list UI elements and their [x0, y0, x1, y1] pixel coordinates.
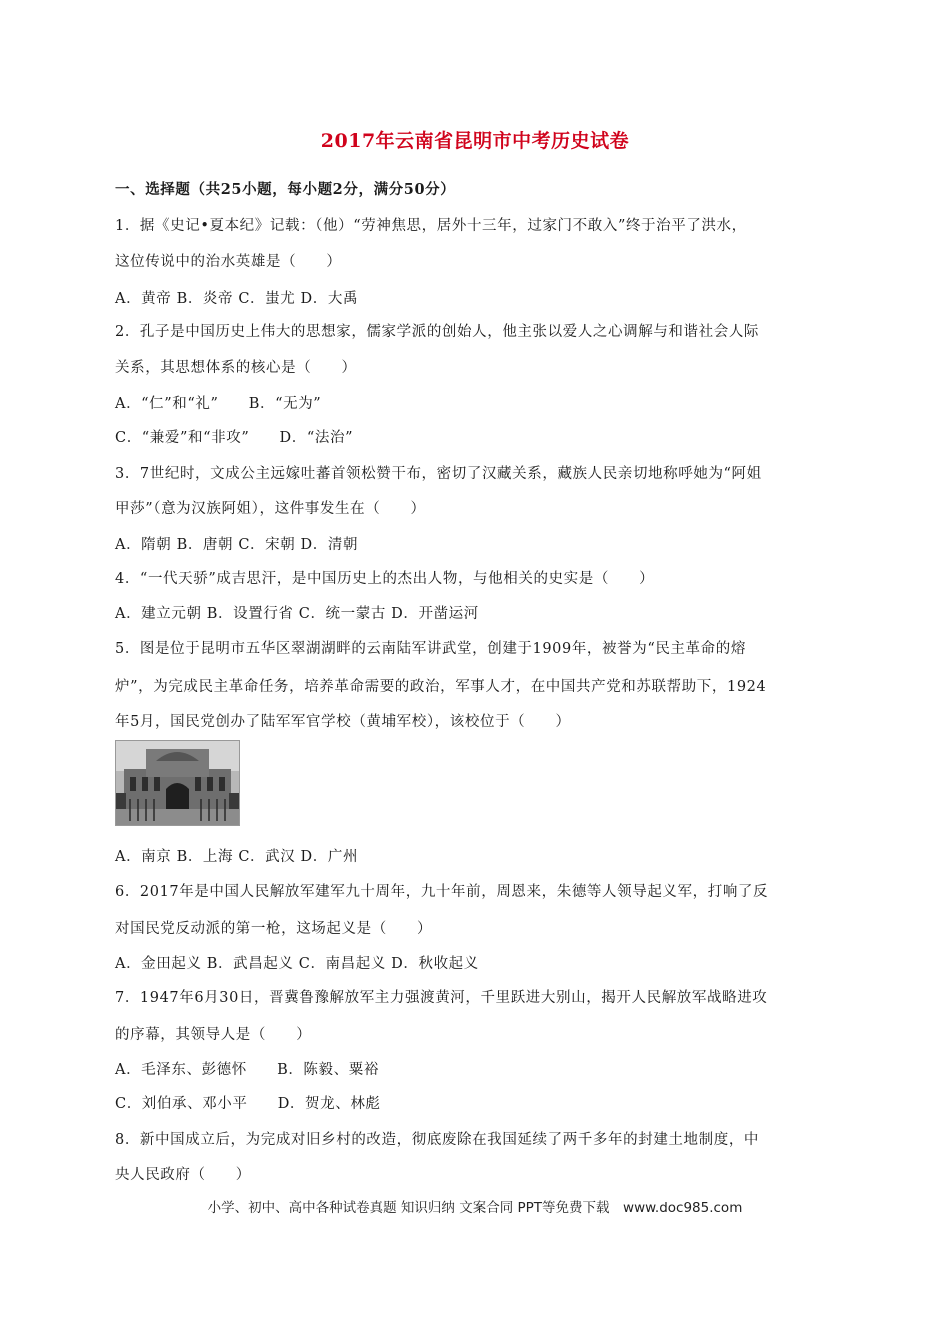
answer-options: A．隋朝 B．唐朝 C．宋朝 D．清朝	[115, 537, 359, 553]
answer-options: A．金田起义 B．武昌起义 C．南昌起义 D．秋收起义	[115, 956, 479, 972]
answer-options: A．黄帝 B．炎帝 C．蚩尤 D．大禹	[115, 291, 359, 307]
answer-options: C．“兼爱”和“非攻” D．“法治”	[115, 430, 354, 446]
page-footer: 小学、初中、高中各种试卷真题 知识归纳 文案合同 PPT等免费下载 www.doc985.com	[207, 1200, 743, 1216]
question-line: 甲莎”（意为汉族阿姐），这件事发生在（ ）	[115, 501, 426, 517]
question-line: 关系，其思想体系的核心是（ ）	[115, 360, 357, 376]
question-line: 3．7世纪时，文成公主远嫁吐蕃首领松赞干布，密切了汉藏关系，藏族人民亲切地称呼她为“阿姐	[115, 466, 762, 482]
question-line: 的序幕，其领导人是（ ）	[115, 1027, 312, 1043]
answer-options: A．“仁”和“礼” B．“无为”	[115, 396, 322, 412]
section-heading: 一、选择题（共25小题，每小题2分，满分50分）	[115, 181, 456, 198]
question-line: 央人民政府（ ）	[115, 1167, 251, 1183]
question-line: 5．图是位于昆明市五华区翠湖湖畔的云南陆军讲武堂，创建于1909年，被誉为“民主革命的熔	[115, 641, 746, 657]
question-line: 2．孔子是中国历史上伟大的思想家，儒家学派的创始人，他主张以爱人之心调解与和谐社会人际	[115, 324, 760, 340]
answer-options: C．刘伯承、邓小平 D．贺龙、林彪	[115, 1096, 381, 1112]
question-line: 年5月，国民党创办了陆军军官学校（黄埔军校），该校位于（ ）	[115, 714, 571, 730]
answer-options: A．毛泽东、彭德怀 B．陈毅、粟裕	[115, 1062, 379, 1078]
answer-options: A．建立元朝 B．设置行省 C．统一蒙古 D．开凿运河	[115, 606, 479, 622]
answer-options: A．南京 B．上海 C．武汉 D．广州	[115, 849, 359, 865]
question-line: 7．1947年6月30日，晋冀鲁豫解放军主力强渡黄河，千里跃进大别山，揭开人民解放军战略进攻	[115, 990, 768, 1006]
question-line: 1．据《史记•夏本纪》记载：（他）“劳神焦思，居外十三年，过家门不敢入”终于治平了洪水，	[115, 218, 747, 234]
question-line: 4．“一代天骄”成吉思汗，是中国历史上的杰出人物，与他相关的史实是（ ）	[115, 571, 655, 587]
academy-photo	[115, 740, 240, 826]
question-line: 对国民党反动派的第一枪，这场起义是（ ）	[115, 921, 433, 937]
question-line: 8．新中国成立后，为完成对旧乡村的改造，彻底废除在我国延续了两千多年的封建土地制度，中	[115, 1132, 760, 1148]
question-line: 这位传说中的治水英雄是（ ）	[115, 254, 342, 270]
question-line: 6．2017年是中国人民解放军建军九十周年，九十年前，周恩来，朱德等人领导起义军，打响了反	[115, 884, 769, 900]
page-title: 2017年云南省昆明市中考历史试卷	[320, 130, 630, 152]
question-line: 炉”，为完成民主革命任务，培养革命需要的政治，军事人才，在中国共产党和苏联帮助下，1924	[115, 679, 767, 695]
